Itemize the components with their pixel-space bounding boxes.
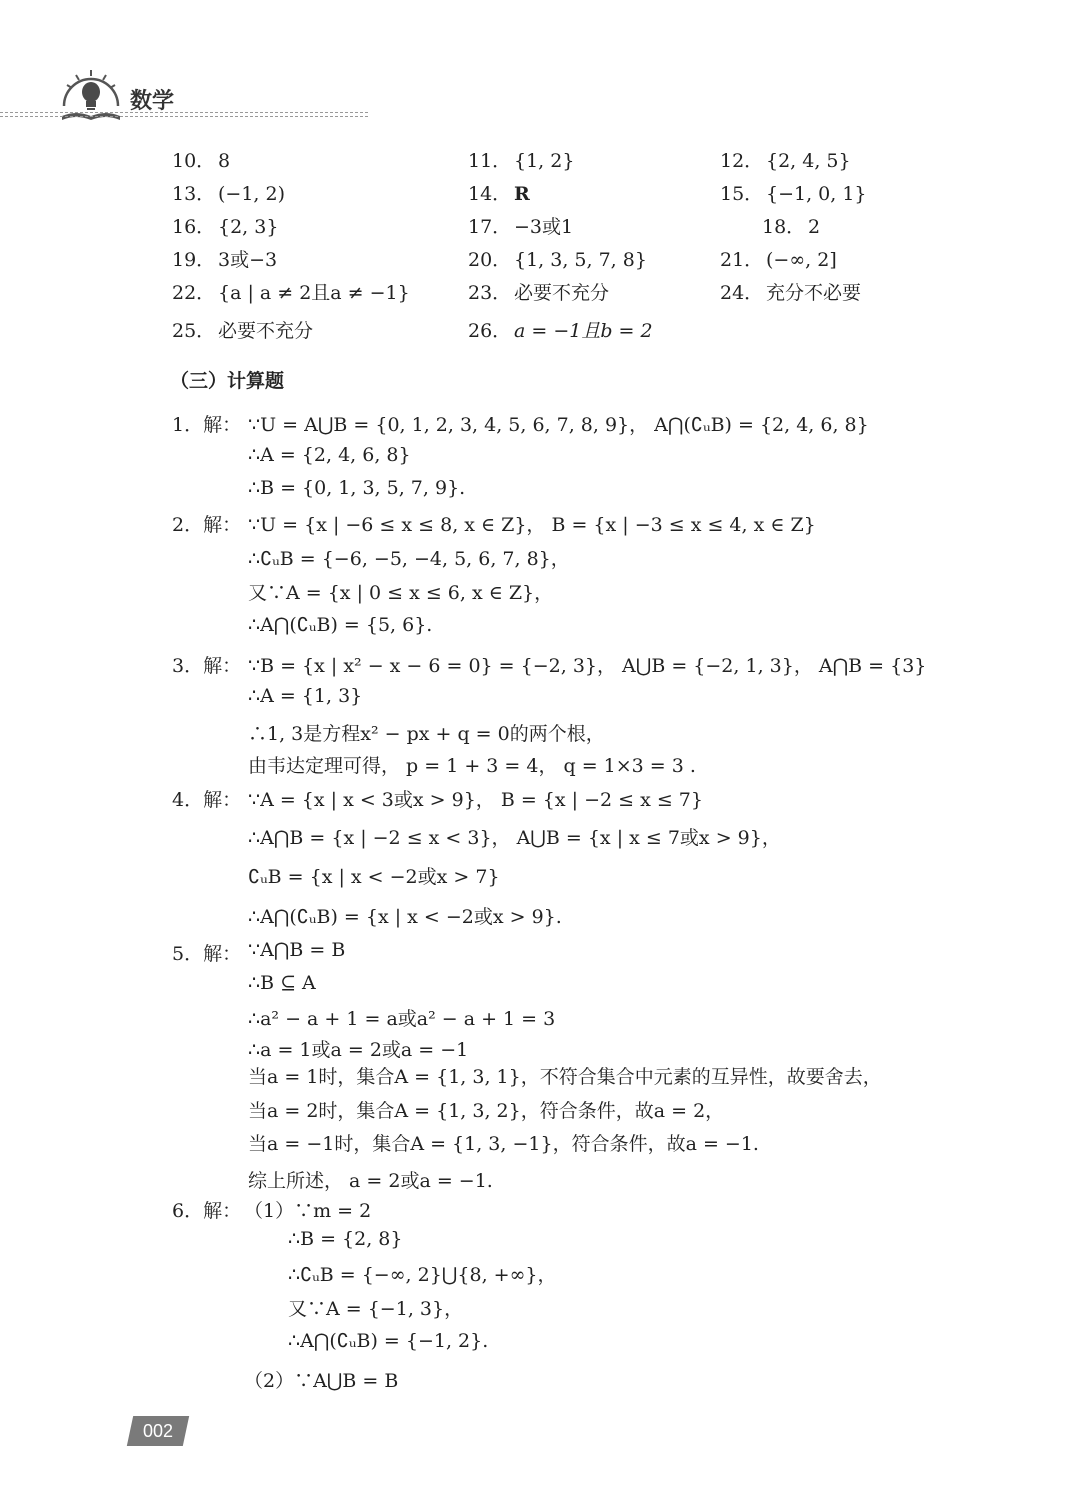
answer-row: 22． {a | a ≠ 2且a ≠ −1} 23． 必要不充分 24． 充分不必要 — [172, 282, 862, 304]
page-number: 002 — [127, 1416, 189, 1446]
answers-grid — [172, 146, 912, 349]
lightbulb-book-icon — [56, 66, 126, 128]
header-divider-2 — [0, 116, 368, 117]
answer-row: 19． 3或−3 20． {1, 3, 5, 7, 8} 21． (−∞, 2] — [172, 249, 837, 271]
answer-row: 10． 8 11． {1, 2} 12． {2, 4, 5} — [172, 150, 851, 172]
section-title: （三）计算题 — [170, 370, 285, 392]
page-header — [0, 60, 380, 130]
answer-row: 13． (−1, 2) 14． R 15． {−1, 0, 1} — [172, 183, 867, 205]
answer-row: 25． 必要不充分 26． a = −1且b = 2 — [172, 320, 653, 342]
subject-title: 数学 — [130, 89, 175, 114]
header-divider — [0, 112, 368, 113]
answer-row: 16． {2, 3} 17． −3或1 18． 2 — [172, 216, 821, 238]
